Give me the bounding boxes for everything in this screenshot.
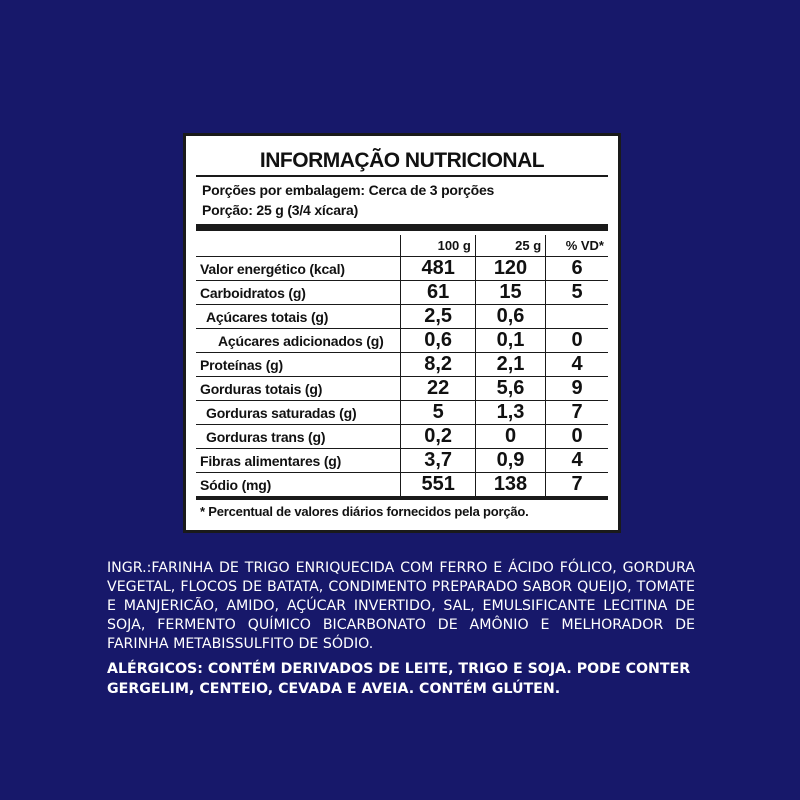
value-daily-percent: 5 [546,281,608,305]
value-daily-percent: 4 [546,449,608,473]
value-per-serving: 0,6 [475,305,545,329]
value-daily-percent: 0 [546,329,608,353]
header-daily-value: % VD* [546,235,608,257]
servings-per-package: Porções por embalagem: Cerca de 3 porções [202,182,495,198]
nutrition-table [196,235,608,497]
nutrition-facts-label [183,133,621,533]
table-row [196,257,608,281]
value-per-100g: 551 [401,473,475,497]
table-row [196,425,608,449]
thick-divider [196,224,608,231]
nutrient-name: Gorduras trans (g) [196,425,401,449]
nutrition-title: INFORMAÇÃO NUTRICIONAL [196,136,608,177]
value-per-100g: 0,2 [401,425,475,449]
table-row [196,401,608,425]
nutrient-name: Carboidratos (g) [196,281,401,305]
value-per-serving: 0,9 [475,449,545,473]
value-per-serving: 120 [475,257,545,281]
value-per-serving: 5,6 [475,377,545,401]
value-daily-percent: 7 [546,401,608,425]
value-daily-percent: 9 [546,377,608,401]
value-per-100g: 61 [401,281,475,305]
header-per-serving: 25 g [475,235,545,257]
value-per-serving: 2,1 [475,353,545,377]
nutrient-name: Gorduras totais (g) [196,377,401,401]
table-row [196,377,608,401]
nutrient-name: Proteínas (g) [196,353,401,377]
value-daily-percent [546,305,608,329]
nutrient-name: Sódio (mg) [196,473,401,497]
value-daily-percent: 0 [546,425,608,449]
value-per-100g: 0,6 [401,329,475,353]
value-per-serving: 138 [475,473,545,497]
table-row [196,281,608,305]
value-per-100g: 8,2 [401,353,475,377]
value-per-serving: 15 [475,281,545,305]
nutrient-name: Fibras alimentares (g) [196,449,401,473]
serving-info [196,177,608,222]
value-daily-percent: 6 [546,257,608,281]
serving-size: Porção: 25 g (3/4 xícara) [202,202,359,218]
nutrient-name: Gorduras saturadas (g) [196,401,401,425]
value-per-serving: 1,3 [475,401,545,425]
value-per-serving: 0 [475,425,545,449]
value-daily-percent: 7 [546,473,608,497]
value-per-100g: 5 [401,401,475,425]
nutrient-name: Açúcares totais (g) [196,305,401,329]
value-per-100g: 2,5 [401,305,475,329]
value-per-100g: 481 [401,257,475,281]
table-row [196,473,608,497]
footnote: * Percentual de valores diários fornecidos pela porção. [196,497,608,519]
table-row [196,329,608,353]
value-per-100g: 3,7 [401,449,475,473]
nutrient-name: Valor energético (kcal) [196,257,401,281]
table-header-row [196,235,608,257]
ingredients-text: INGR.:FARINHA DE TRIGO ENRIQUECIDA COM FERRO E ÁCIDO FÓLICO, GORDURA VEGETAL, FLOCOS DE BATATA, CONDIMENTO PREPARADO SABOR QUEIJO, TOMATE E MANJERICÃO, AMIDO, AÇÚCAR INVERTIDO, SAL, EMULSIFICANTE LECITINA DE SOJA, FERMENTO QUÍMICO BICARBONATO DE AMÔNIO E MELHORADOR DE FARINHA METABISSULFITO DE SÓDIO. [107,560,695,652]
value-per-serving: 0,1 [475,329,545,353]
table-row [196,305,608,329]
header-per-100g: 100 g [401,235,475,257]
allergens-text: ALÉRGICOS: CONTÉM DERIVADOS DE LEITE, TRIGO E SOJA. PODE CONTER GERGELIM, CENTEIO, CEVADA E AVEIA. CONTÉM GLÚTEN. [107,661,691,697]
nutrient-name: Açúcares adicionados (g) [196,329,401,353]
value-per-100g: 22 [401,377,475,401]
table-row [196,449,608,473]
table-row [196,353,608,377]
value-daily-percent: 4 [546,353,608,377]
header-nutrient [196,235,401,257]
